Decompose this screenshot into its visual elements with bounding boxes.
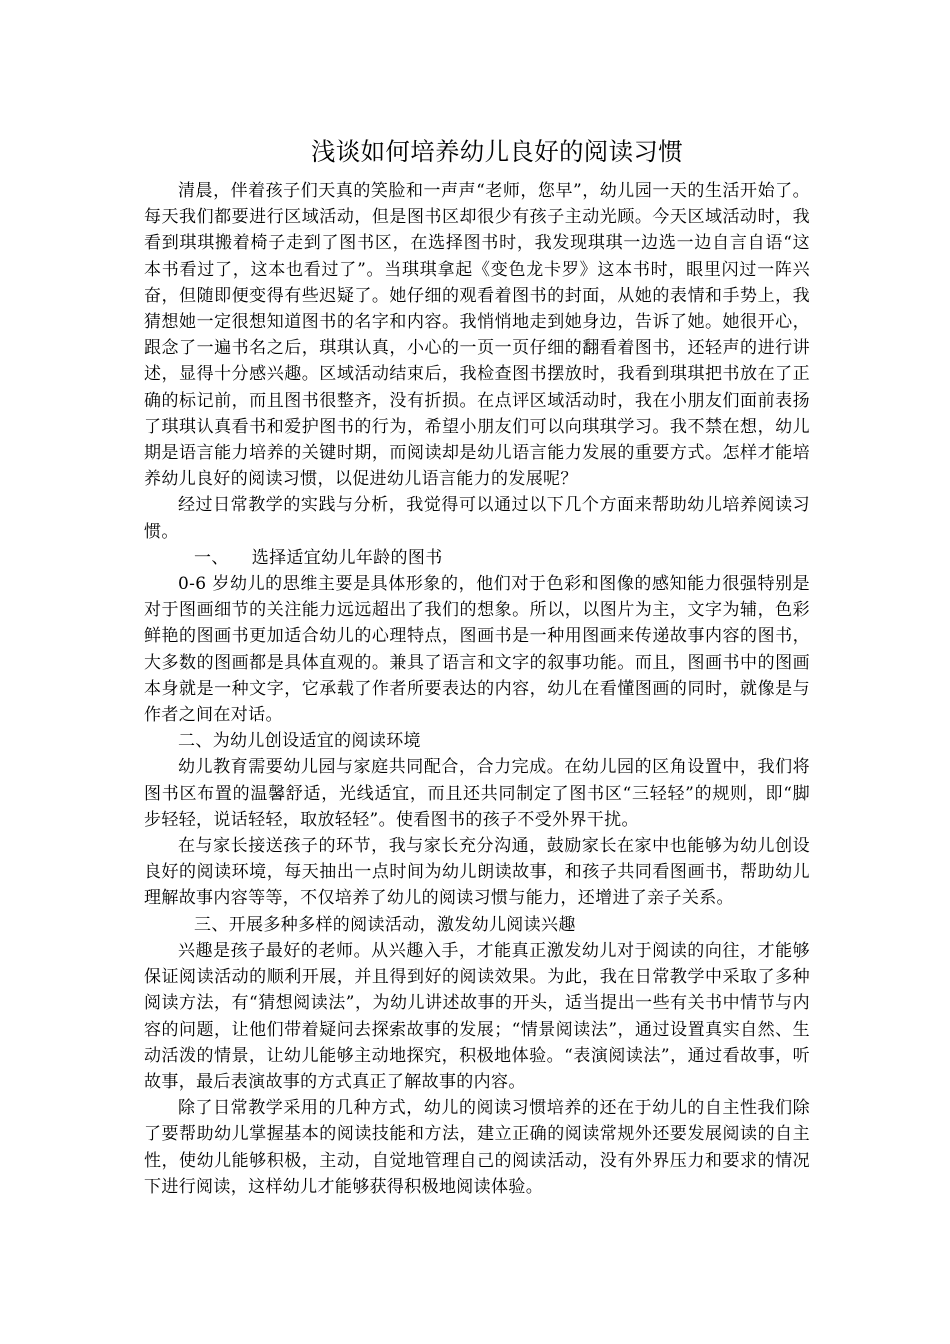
section-3-paragraph: 除了日常教学采用的几种方式，幼儿的阅读习惯培养的还在于幼儿的自主性我们除了要帮助幼儿掌握基本的阅读技能和方法，建立正确的阅读常规外还要发展阅读的自主性，使幼儿能够积极，主动，自觉地管理自己的阅读活动，没有外界压力和要求的情况下进行阅读，这样幼儿才能够获得积极地阅读体验。 bbox=[144, 1098, 810, 1197]
intro-paragraph: 清晨，伴着孩子们天真的笑脸和一声声“老师，您早”，幼儿园一天的生活开始了。每天我们都要进行区域活动，但是图书区却很少有孩子主动光顾。今天区域活动时，我看到琪琪搬着椅子走到了图书区，在选择图书时，我发现琪琪一边选一边自言自语“这本书看过了，这本也看过了”。当琪琪拿起《变色龙卡罗》这本书时，眼里闪过一阵兴奋，但随即便变得有些迟疑了。她仔细的观看着图书的封面，从她的表情和手势上，我猜想她一定很想知道图书的名字和内容。我悄悄地走到她身边，告诉了她。她很开心，跟念了一遍书名之后，琪琪认真，小心的一页一页仔细的翻看着图书，还轻声的进行讲述，显得十分感兴趣。区域活动结束后，我检查图书摆放时，我看到琪琪把书放在了正确的标记前，而且图书很整齐，没有折损。在点评区域活动时，我在小朋友们面前表扬了琪琪认真看书和爱护图书的行为，希望小朋友们可以向琪琪学习。我不禁在想，幼儿期是语言能力培养的关键时期，而阅读却是幼儿语言能力发展的重要方式。怎样才能培养幼儿良好的阅读习惯，以促进幼儿语言能力的发展呢？ bbox=[144, 181, 810, 490]
section-2-paragraph: 在与家长接送孩子的环节，我与家长充分沟通，鼓励家长在家中也能够为幼儿创设良好的阅读环境，每天抽出一点时间为幼儿朗读故事，和孩子共同看图画书，帮助幼儿理解故事内容等等，不仅培养了幼儿的阅读习惯与能力，还增进了亲子关系。 bbox=[144, 836, 810, 909]
section-2-paragraph: 幼儿教育需要幼儿园与家庭共同配合，合力完成。在幼儿园的区角设置中，我们将图书区布置的温馨舒适，光线适宜，而且还共同制定了图书区“三轻轻”的规则，即“脚步轻轻，说话轻轻，取放轻轻”。使看图书的孩子不受外界干扰。 bbox=[144, 757, 810, 830]
section-1-paragraph: 0-6 岁幼儿的思维主要是具体形象的，他们对于色彩和图像的感知能力很强特别是对于图画细节的关注能力远远超出了我们的想象。所以，以图片为主，文字为辅，色彩鲜艳的图画书更加适合幼儿的心理特点，图画书是一种用图画来传递故事内容的图书，大多数的图画都是具体直观的。兼具了语言和文字的叙事功能。而且，图画书中的图画本身就是一种文字，它承载了作者所要表达的内容，幼儿在看懂图画的同时，就像是与作者之间在对话。 bbox=[144, 574, 810, 726]
section-heading-3: 三、开展多种多样的阅读活动，激发幼儿阅读兴趣 bbox=[194, 914, 576, 935]
section-3-paragraph: 兴趣是孩子最好的老师。从兴趣入手，才能真正激发幼儿对于阅读的向往，才能够保证阅读活动的顺利开展，并且得到好的阅读效果。为此，我在日常教学中采取了多种阅读方法，有“猜想阅读法”，为幼儿讲述故事的开头，适当提出一些有关书中情节与内容的问题，让他们带着疑问去探索故事的发展；“情景阅读法”，通过设置真实自然、生动活泼的情景，让幼儿能够主动地探究，积极地体验。“表演阅读法”，通过看故事，听故事，最后表演故事的方式真正了解故事的内容。 bbox=[144, 940, 810, 1092]
section-heading-2: 二、为幼儿创设适宜的阅读环境 bbox=[178, 731, 421, 752]
document-page bbox=[144, 128, 810, 1200]
document-title: 浅谈如何培养幼儿良好的阅读习惯 bbox=[311, 137, 683, 166]
transition-paragraph: 经过日常教学的实践与分析，我觉得可以通过以下几个方面来帮助幼儿培养阅读习惯。 bbox=[144, 495, 810, 542]
section-heading-1: 一、 选择适宜幼儿年龄的图书 bbox=[194, 547, 443, 568]
